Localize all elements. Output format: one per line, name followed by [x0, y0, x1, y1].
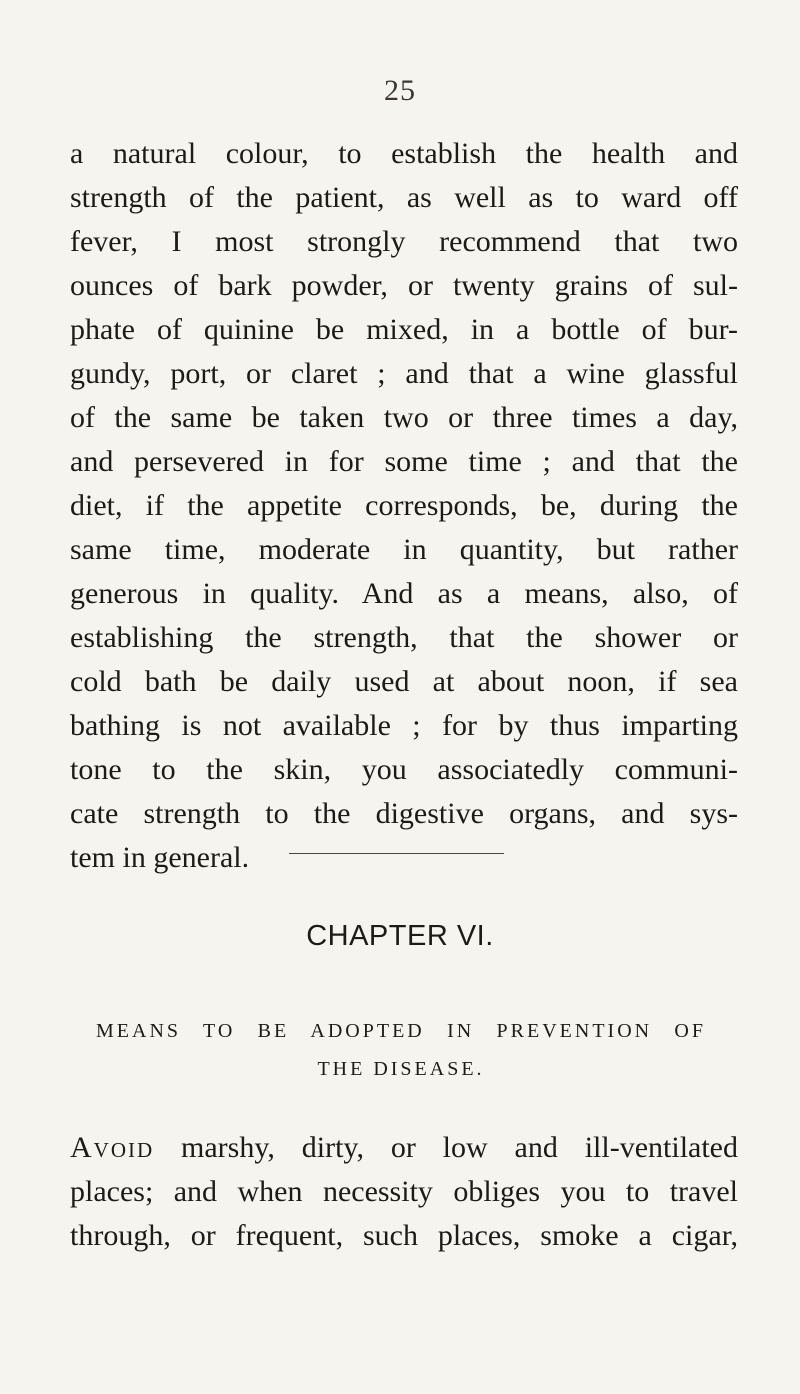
text-line: places; and when necessity obliges you to travel	[70, 1175, 738, 1208]
page-number: 25	[384, 74, 416, 107]
text-line: generous in quality. And as a means, also, of	[70, 577, 738, 610]
chapter-subtitle	[96, 1012, 706, 1088]
chapter-subtitle-line: MEANS TO BE ADOPTED IN PREVENTION OF	[96, 1020, 706, 1042]
text-line: gundy, port, or claret ; and that a wine glassful	[70, 357, 738, 390]
text-line: same time, moderate in quantity, but rather	[70, 533, 738, 566]
section-divider	[289, 853, 504, 854]
text-line: phate of quinine be mixed, in a bottle of bur-	[70, 313, 738, 346]
text-line: fever, I most strongly recommend that two	[70, 225, 738, 258]
text-fragment: marshy, dirty, or low and ill-ventilated	[154, 1131, 738, 1164]
text-line: of the same be taken two or three times a day,	[70, 401, 738, 434]
text-line: tone to the skin, you associatedly communi-	[70, 753, 738, 786]
text-line: a natural colour, to establish the health and	[70, 137, 738, 170]
text-line	[70, 1126, 738, 1170]
chapter-paragraph	[70, 1126, 738, 1258]
text-line: bathing is not available ; for by thus imparting	[70, 709, 738, 742]
text-line: through, or frequent, such places, smoke a cigar,	[70, 1219, 738, 1252]
chapter-title: CHAPTER VI.	[306, 920, 494, 952]
text-line: tem in general.	[70, 841, 250, 874]
lead-word: Avoid	[70, 1131, 155, 1164]
text-line: establishing the strength, that the shower or	[70, 621, 738, 654]
text-line: ounces of bark powder, or twenty grains of sul-	[70, 269, 738, 302]
chapter-subtitle-line: THE DISEASE.	[317, 1058, 485, 1080]
text-line: diet, if the appetite corresponds, be, during the	[70, 489, 738, 522]
text-line: strength of the patient, as well as to ward off	[70, 181, 738, 214]
text-line: cold bath be daily used at about noon, if sea	[70, 665, 738, 698]
text-line: cate strength to the digestive organs, and sys-	[70, 797, 738, 830]
text-line: and persevered in for some time ; and that the	[70, 445, 738, 478]
paragraph-continuation	[70, 132, 738, 880]
